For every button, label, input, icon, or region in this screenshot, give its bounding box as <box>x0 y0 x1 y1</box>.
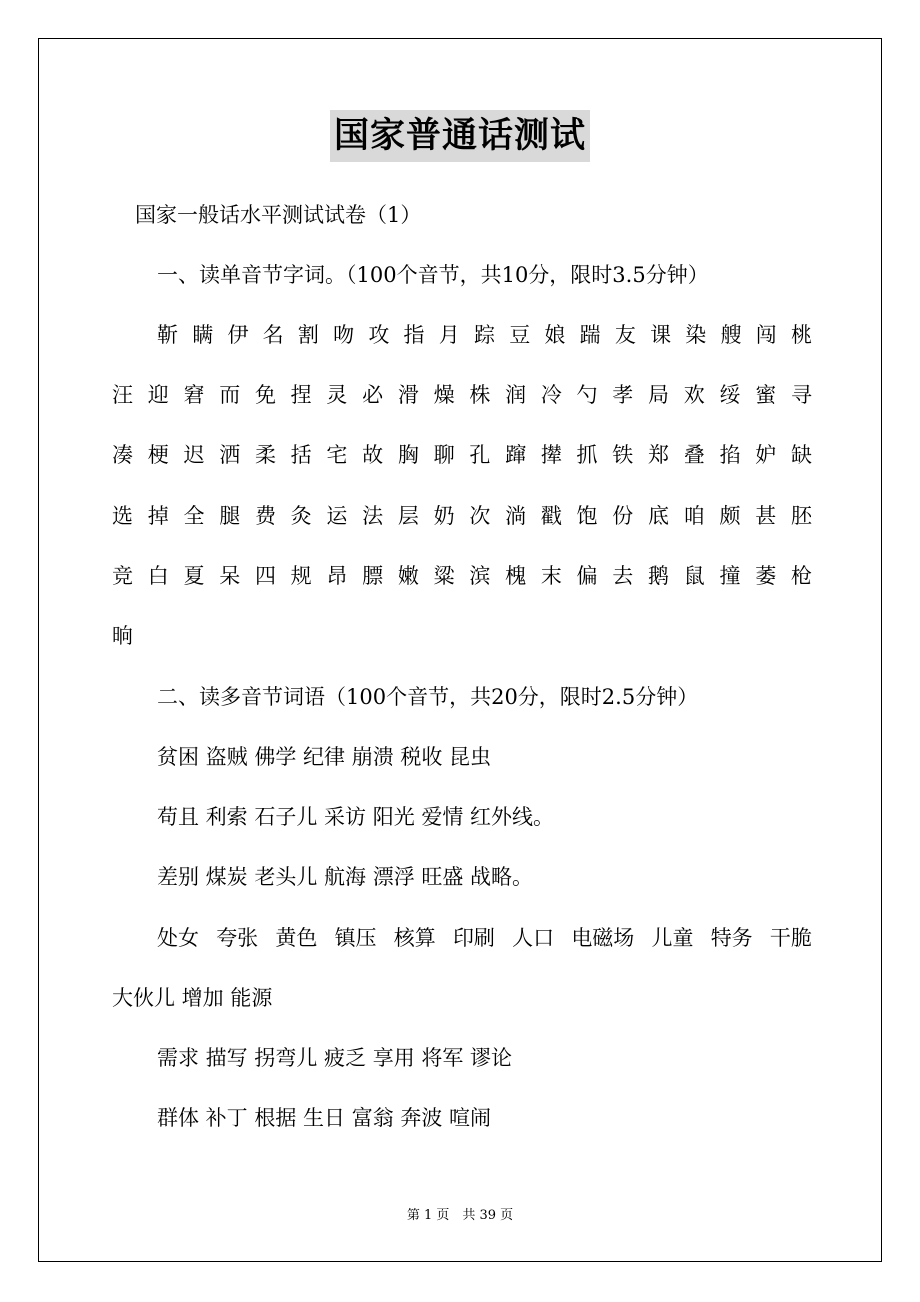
char-row <box>157 320 812 350</box>
syllable-char: 份 <box>612 504 634 528</box>
syllable-char: 割 <box>297 323 319 347</box>
word-line-wide <box>157 923 812 953</box>
syllable-char: 滑 <box>397 383 419 407</box>
syllable-char: 嫩 <box>397 564 419 588</box>
syllable-char: 聊 <box>433 443 455 467</box>
syllable-char: 层 <box>397 504 419 528</box>
syllable-char: 娘 <box>544 323 566 347</box>
syllable-char: 必 <box>362 383 384 407</box>
syllable-char: 槐 <box>505 564 527 588</box>
syllable-char: 染 <box>685 323 707 347</box>
syllable-char: 蹿 <box>505 443 527 467</box>
title-container <box>0 110 920 162</box>
syllable-char: 全 <box>183 504 205 528</box>
syllable-char: 迎 <box>147 383 169 407</box>
syllable-char: 宅 <box>326 443 348 467</box>
syllable-char: 伊 <box>227 323 249 347</box>
syllable-char: 腿 <box>219 504 241 528</box>
syllable-char: 瞒 <box>192 323 214 347</box>
syllable-char: 课 <box>650 323 672 347</box>
syllable-char: 欢 <box>683 383 705 407</box>
syllable-char: 灸 <box>290 504 312 528</box>
syllable-char: 凑 <box>112 443 133 467</box>
syllable-char: 捏 <box>290 383 312 407</box>
syllable-char: 攻 <box>368 323 390 347</box>
syllable-char: 括 <box>290 443 312 467</box>
syllable-char: 抓 <box>576 443 598 467</box>
section1-heading: 一、读单音节字词。（100个音节，共10分，限时3.5分钟） <box>157 263 709 287</box>
syllable-char: 绥 <box>719 383 741 407</box>
word-item: 电磁场 <box>571 926 635 950</box>
syllable-char: 孝 <box>612 383 634 407</box>
syllable-char: 柔 <box>254 443 276 467</box>
syllable-char: 踪 <box>473 323 495 347</box>
page-footer: 第 1 页 共 39 页 <box>406 1208 514 1223</box>
section2-heading: 二、读多音节词语（100个音节，共20分，限时2.5分钟） <box>157 685 699 709</box>
syllable-char: 去 <box>612 564 634 588</box>
syllable-char: 次 <box>469 504 491 528</box>
syllable-char: 灵 <box>326 383 348 407</box>
word-line: 需求 描写 拐弯儿 疲乏 享用 将军 谬论 <box>157 1046 513 1070</box>
syllable-char: 洒 <box>219 443 241 467</box>
syllable-char: 冷 <box>540 383 562 407</box>
syllable-char: 四 <box>254 564 276 588</box>
syllable-char: 豆 <box>509 323 531 347</box>
syllable-char: 铁 <box>612 443 634 467</box>
syllable-char: 戳 <box>540 504 562 528</box>
syllable-char: 运 <box>326 504 348 528</box>
word-line: 苟且 利索 石子儿 采访 阳光 爱情 红外线。 <box>157 805 555 829</box>
word-item: 黄色 <box>275 926 318 950</box>
word-item: 印刷 <box>452 926 495 950</box>
syllable-char: 燥 <box>433 383 455 407</box>
syllable-char: 晌 <box>112 624 133 648</box>
syllable-char: 吻 <box>333 323 355 347</box>
exam-subtitle: 国家一般话水平测试试卷（1） <box>135 203 422 227</box>
syllable-char: 滨 <box>469 564 491 588</box>
syllable-char: 淌 <box>505 504 527 528</box>
syllable-char: 润 <box>505 383 527 407</box>
char-row <box>112 561 812 591</box>
word-item: 特务 <box>710 926 753 950</box>
syllable-char: 昂 <box>326 564 348 588</box>
syllable-char: 偏 <box>576 564 598 588</box>
syllable-char: 勺 <box>576 383 598 407</box>
syllable-char: 指 <box>403 323 425 347</box>
syllable-char: 梗 <box>147 443 169 467</box>
syllable-char: 局 <box>648 383 670 407</box>
syllable-char: 鹅 <box>648 564 670 588</box>
syllable-char: 迟 <box>183 443 205 467</box>
syllable-char: 底 <box>648 504 670 528</box>
word-line: 差别 煤炭 老头儿 航海 漂浮 旺盛 战略。 <box>157 865 534 889</box>
syllable-char: 白 <box>147 564 169 588</box>
syllable-char: 规 <box>290 564 312 588</box>
syllable-char: 靳 <box>157 323 178 347</box>
document-title: 国家普通话测试 <box>330 110 590 162</box>
syllable-char: 选 <box>112 504 133 528</box>
word-item: 核算 <box>393 926 436 950</box>
syllable-char: 闯 <box>755 323 777 347</box>
word-item: 儿童 <box>651 926 694 950</box>
word-item: 镇压 <box>334 926 377 950</box>
syllable-char: 缺 <box>790 443 812 467</box>
syllable-char: 艘 <box>720 323 742 347</box>
syllable-char: 甚 <box>755 504 777 528</box>
syllable-char: 友 <box>614 323 636 347</box>
syllable-char: 叠 <box>683 443 705 467</box>
word-item: 人口 <box>512 926 555 950</box>
syllable-char: 踹 <box>579 323 601 347</box>
word-item: 处女 <box>157 926 199 950</box>
syllable-char: 寻 <box>790 383 812 407</box>
syllable-char: 鼠 <box>683 564 705 588</box>
word-item: 夸张 <box>216 926 259 950</box>
syllable-char: 窘 <box>183 383 205 407</box>
syllable-char: 奶 <box>433 504 455 528</box>
syllable-char: 名 <box>262 323 284 347</box>
syllable-char: 桃 <box>790 323 812 347</box>
char-row <box>112 440 812 470</box>
syllable-char: 月 <box>438 323 460 347</box>
syllable-char: 郑 <box>648 443 670 467</box>
syllable-char: 咱 <box>683 504 705 528</box>
word-item: 干脆 <box>769 926 812 950</box>
syllable-char: 免 <box>254 383 276 407</box>
syllable-char: 掐 <box>719 443 741 467</box>
syllable-char: 萎 <box>755 564 777 588</box>
word-line: 贫困 盗贼 佛学 纪律 崩溃 税收 昆虫 <box>157 745 492 769</box>
syllable-char: 竞 <box>112 564 133 588</box>
syllable-char: 法 <box>362 504 384 528</box>
syllable-char: 株 <box>469 383 491 407</box>
syllable-char: 胸 <box>397 443 419 467</box>
syllable-char: 妒 <box>755 443 777 467</box>
syllable-char: 枪 <box>790 564 812 588</box>
syllable-char: 撵 <box>540 443 562 467</box>
word-line: 大伙儿 增加 能源 <box>112 986 273 1010</box>
syllable-char: 孔 <box>469 443 491 467</box>
char-row <box>112 621 812 651</box>
syllable-char: 膘 <box>362 564 384 588</box>
syllable-char: 粱 <box>433 564 455 588</box>
syllable-char: 故 <box>362 443 384 467</box>
syllable-char: 而 <box>219 383 241 407</box>
syllable-char: 汪 <box>112 383 133 407</box>
syllable-char: 末 <box>540 564 562 588</box>
char-row <box>112 380 812 410</box>
syllable-char: 费 <box>254 504 276 528</box>
syllable-char: 胚 <box>790 504 812 528</box>
syllable-char: 颇 <box>719 504 741 528</box>
syllable-char: 夏 <box>183 564 205 588</box>
word-line: 群体 补丁 根据 生日 富翁 奔波 喧闹 <box>157 1106 492 1130</box>
syllable-char: 撞 <box>719 564 741 588</box>
char-row <box>112 501 812 531</box>
syllable-char: 掉 <box>147 504 169 528</box>
syllable-char: 蜜 <box>755 383 777 407</box>
syllable-char: 呆 <box>219 564 241 588</box>
syllable-char: 饱 <box>576 504 598 528</box>
